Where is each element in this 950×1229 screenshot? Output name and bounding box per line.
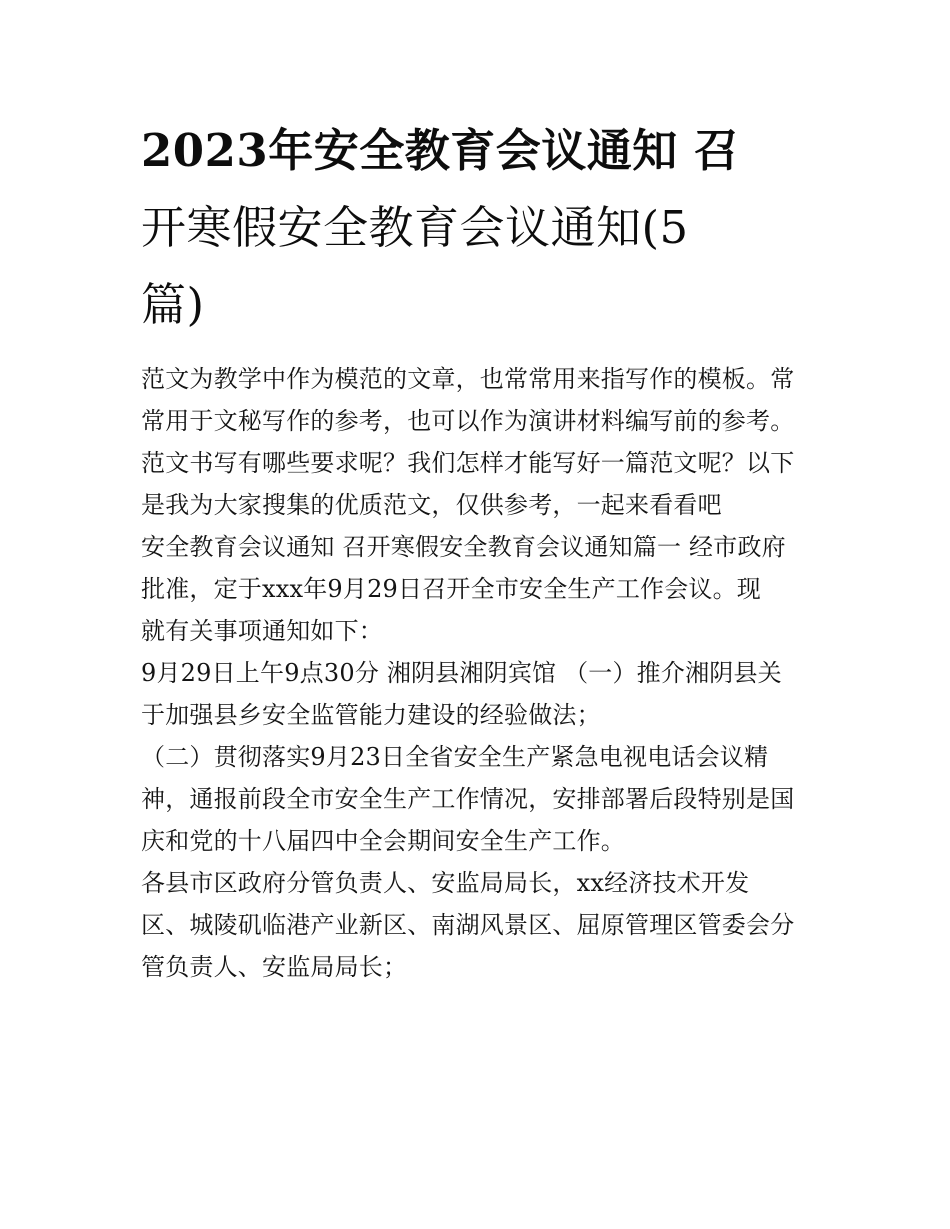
body-line-11: 神，通报前段全市安全生产工作情况，安排部署后段特别是国 <box>141 785 795 813</box>
body-line-15: 管负责人、安监局局长； <box>141 953 408 981</box>
body-line-3: 范文书写有哪些要求呢？我们怎样才能写好一篇范文呢？以下 <box>141 449 795 477</box>
body-line-6: 批准，定于xxx年9月29日召开全市安全生产工作会议。现 <box>141 575 762 603</box>
body-line-1: 范文为教学中作为模范的文章，也常常用来指写作的模板。常 <box>141 365 795 393</box>
body-line-2: 常用于文秘写作的参考，也可以作为演讲材料编写前的参考。 <box>141 407 795 435</box>
title-line-3: 篇) <box>141 278 205 331</box>
body-line-13: 各县市区政府分管负责人、安监局局长，xx经济技术开发 <box>141 869 750 897</box>
body-line-10: （二）贯彻落实9月23日全省安全生产紧急电视电话会议精 <box>141 743 769 771</box>
title-line-1: 2023年安全教育会议通知 召 <box>141 124 740 177</box>
body-line-14: 区、城陵矶临港产业新区、南湖风景区、屈原管理区管委会分 <box>141 911 795 939</box>
body-line-9: 于加强县乡安全监管能力建设的经验做法； <box>141 701 601 729</box>
body-line-8: 9月29日上午9点30分 湘阴县湘阴宾馆 （一）推介湘阴县关 <box>141 659 782 687</box>
body-line-5: 安全教育会议通知 召开寒假安全教育会议通知篇一 经市政府 <box>141 533 786 561</box>
document-title <box>141 112 781 343</box>
body-line-12: 庆和党的十八届四中全会期间安全生产工作。 <box>141 827 625 855</box>
title-line-2: 开寒假安全教育会议通知(5 <box>141 201 689 254</box>
body-line-7: 就有关事项通知如下： <box>141 617 383 645</box>
document-body <box>141 358 821 988</box>
body-line-4: 是我为大家搜集的优质范文，仅供参考，一起来看看吧 <box>141 491 722 519</box>
